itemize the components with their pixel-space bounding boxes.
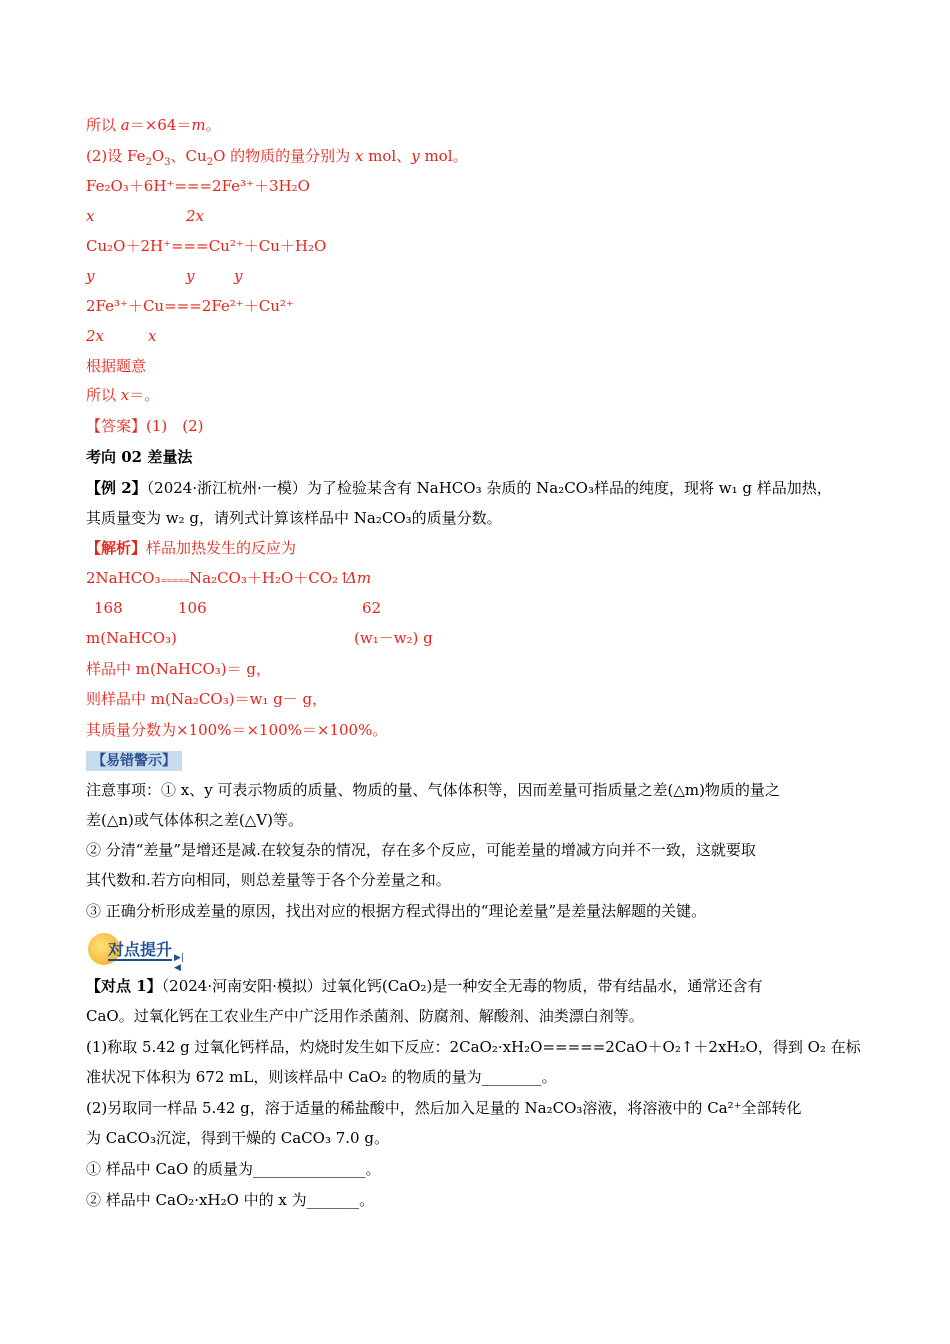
practice1-line2: CaO。过氧化钙在工农业生产中广泛用作杀菌剂、防腐剂、解酸剂、油类漂白剂等。 [86, 1007, 644, 1025]
section-title: 考向 02 差量法 [86, 448, 193, 466]
equation-cu2o: Cu₂O＋2H⁺===Cu²⁺＋Cu＋H₂O [86, 237, 327, 255]
practice1-q2a: (2)另取同一样品 5.42 g，溶于适量的稀盐酸中，然后加入足量的 Na₂CO₃溶液，将溶液中的 Ca²⁺全部转化 [86, 1099, 802, 1117]
equation-fe2o3-x: x [86, 207, 95, 225]
warning-p2b: 其代数和.若方向相同，则总差量等于各个分差量之和。 [86, 871, 451, 889]
play-pause-icon: ▶|◀ [174, 953, 184, 973]
equation-cu2o-y1: y [86, 267, 95, 285]
warning-badge: 【易错警示】 [86, 751, 182, 771]
reaction-delta-m: Δm [346, 569, 372, 587]
equation-cu2o-y3: y [234, 267, 243, 285]
practice1-q2d: ② 样品中 CaO₂·xH₂O 中的 x 为_______。 [86, 1191, 375, 1209]
equation-fe2o3: Fe₂O₃＋6H⁺===2Fe³⁺＋3H₂O [86, 177, 310, 195]
fraction-line: 其质量分数为×100%＝×100%＝×100%。 [86, 721, 388, 739]
logo-text: 对点提升 [108, 940, 173, 959]
solution-line-setup: (2)设 $Fe_2O_3$、$Cu_2O$ 的物质的量分别为 x mol、y mol。 [86, 147, 468, 168]
m-nahco3: m(NaHCO₃) [86, 629, 177, 647]
warning-p1b: 差(△n)或气体体积之差(△V)等。 [86, 811, 303, 829]
coef-168: 168 [94, 599, 123, 617]
sample-mass-line: 样品中 m(NaHCO₃)＝ g， [86, 660, 272, 678]
warning-p1a: 注意事项：① x、y 可表示物质的质量、物质的量、气体体积等，因而差量可指质量之差(△m)物质的量之 [86, 781, 780, 799]
analysis-line: 【解析】样品加热发生的反应为 [86, 539, 297, 557]
example2-line2: 其质量变为 w₂ g，请列式计算该样品中 Na₂CO₃的质量分数。 [86, 509, 502, 527]
so-x-line: 所以 x＝。 [86, 386, 160, 404]
coef-62: 62 [362, 599, 382, 617]
solution-line-a: 所以 a＝×64＝m。 [86, 116, 221, 134]
meaning-line: 根据题意 [86, 357, 147, 375]
logo-underline [108, 959, 172, 961]
answer-line: 【答案】(1) (2) [86, 417, 204, 435]
practice1-line1: 【对点 1】（2024·河南安阳·模拟）过氧化钙(CaO₂)是一种安全无毒的物质，带有结晶水，通常还含有 [86, 977, 763, 995]
then-line: 则样品中 m(Na₂CO₃)＝w₁ g－ g， [86, 690, 328, 708]
coef-106: 106 [178, 599, 207, 617]
warning-p3: ③ 正确分析形成差量的原因，找出对应的根据方程式得出的“理论差量”是差量法解题的关键。 [86, 902, 707, 920]
warning-p2a: ② 分清“差量”是增还是减.在较复杂的情况，存在多个反应，可能差量的增减方向并不一致，这就要取 [86, 841, 756, 859]
equation-cu2o-y2: y [186, 267, 195, 285]
practice1-q2c: ① 样品中 CaO 的质量为_______________。 [86, 1160, 381, 1178]
equation-fe-cu: 2Fe³⁺＋Cu===2Fe²⁺＋Cu²⁺ [86, 297, 294, 315]
practice1-q2b: 为 CaCO₃沉淀，得到干燥的 CaCO₃ 7.0 g。 [86, 1129, 389, 1147]
equation-fe2o3-2x: 2x [186, 207, 205, 225]
practice-logo [88, 931, 184, 973]
equation-fe-cu-x: x [148, 327, 157, 345]
equation-fe-cu-2x: 2x [86, 327, 105, 345]
practice1-q1b: 准状况下体积为 672 mL，则该样品中 CaO₂ 的物质的量为________。 [86, 1068, 557, 1086]
w-diff: (w₁－w₂) g [354, 629, 433, 647]
example2-line1: 【例 2】（2024·浙江杭州·一模）为了检验某含有 NaHCO₃ 杂质的 Na₂CO₃样品的纯度，现将 w₁ g 样品加热， [86, 479, 832, 497]
reaction-line: 2NaHCO₃=====Na₂CO₃＋H₂O＋CO₂↑ [86, 569, 351, 587]
practice1-q1a: (1)称取 5.42 g 过氧化钙样品，灼烧时发生如下反应：2CaO₂·xH₂O=====2CaO＋O₂↑＋2xH₂O，得到 O₂ 在标 [86, 1038, 861, 1056]
